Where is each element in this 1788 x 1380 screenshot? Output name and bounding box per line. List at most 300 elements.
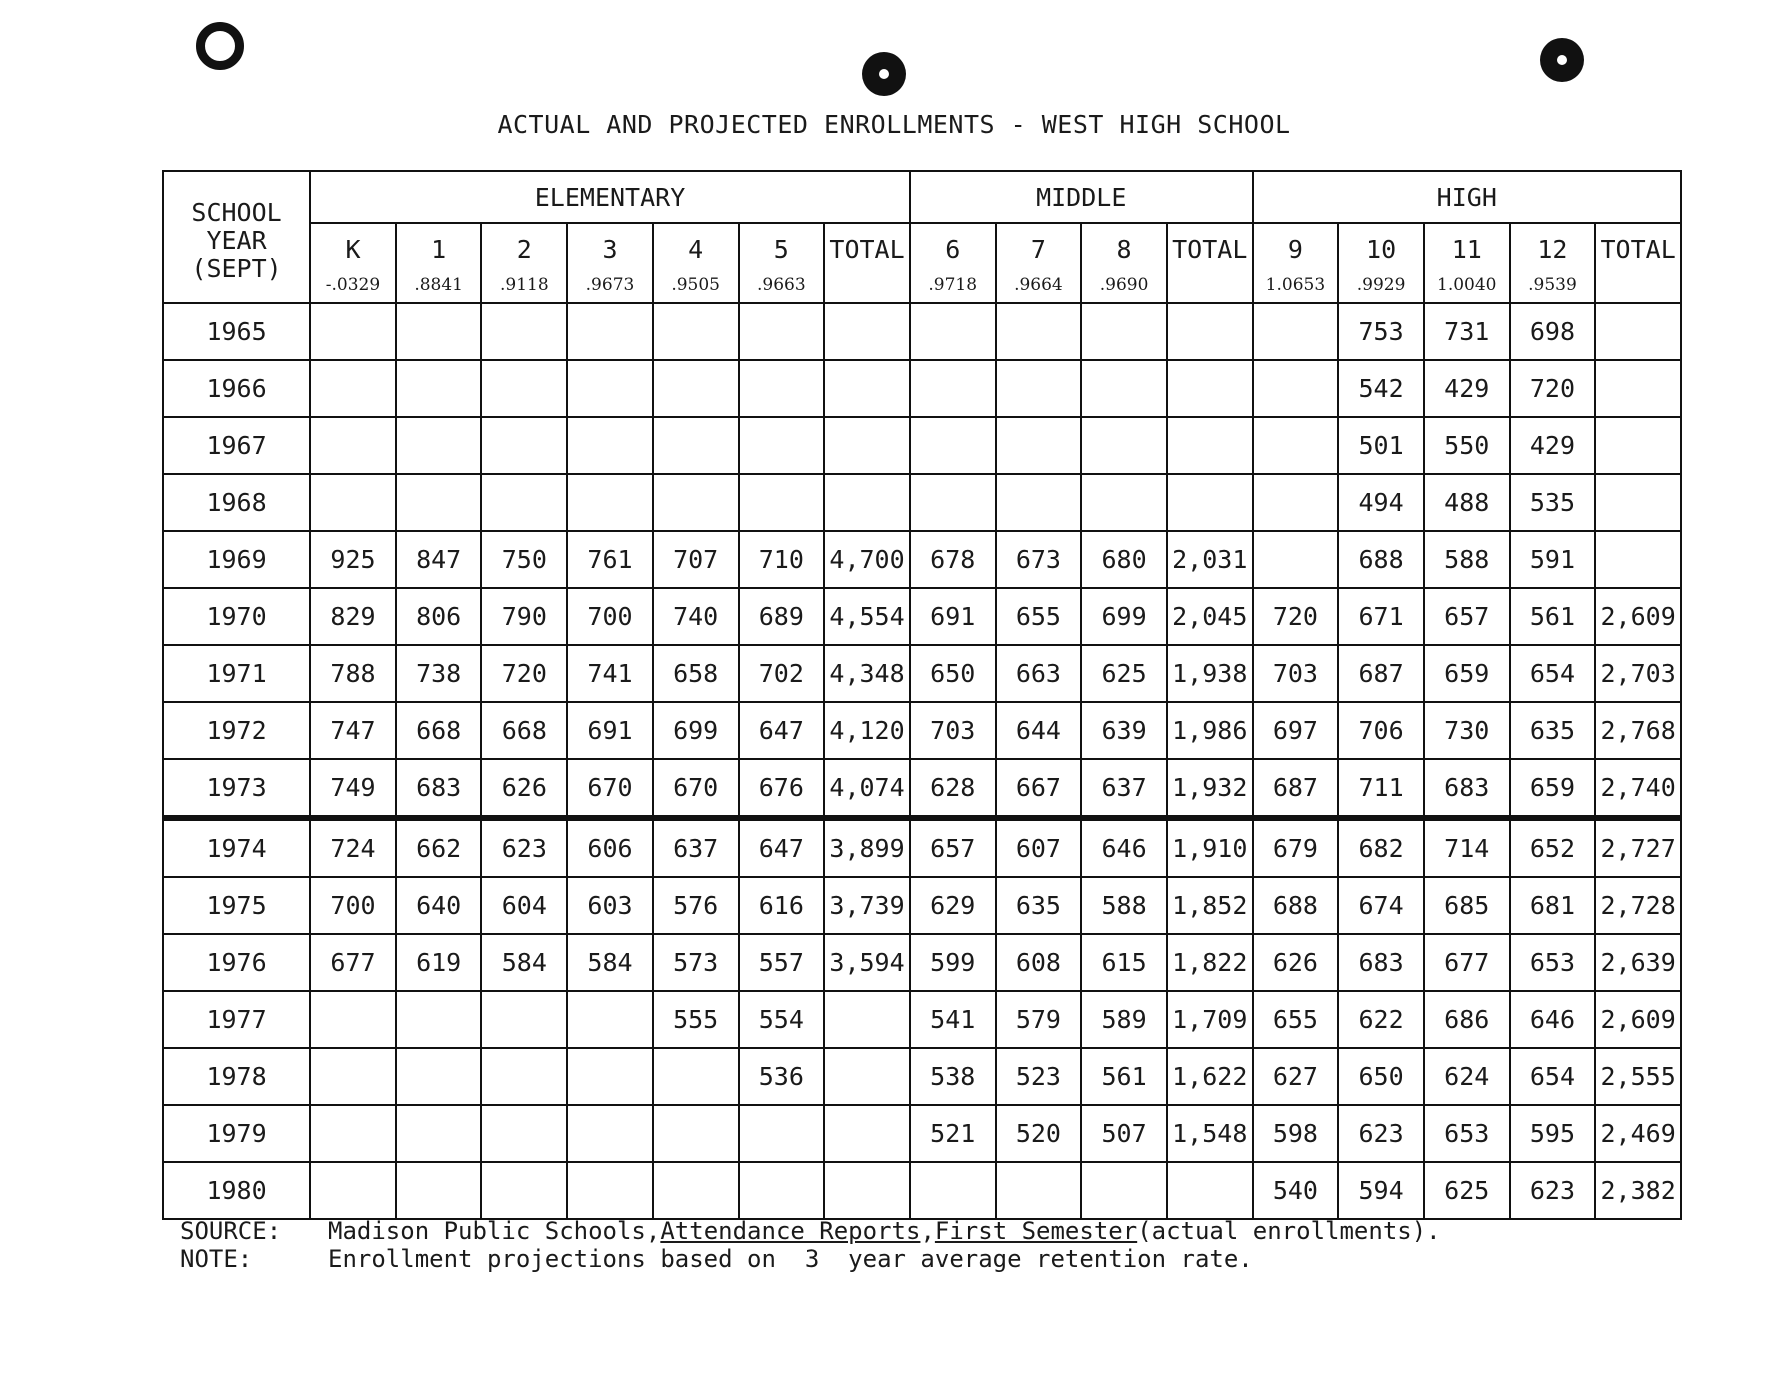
table-cell: 647 <box>739 702 825 759</box>
table-cell: 4,120 <box>824 702 910 759</box>
table-cell <box>481 417 567 474</box>
table-row <box>163 303 1681 360</box>
table-cell: 653 <box>1424 1105 1510 1162</box>
table-cell <box>910 1162 996 1219</box>
retention-ratio: .9690 <box>1081 268 1167 303</box>
retention-ratio: 1.0653 <box>1253 268 1339 303</box>
table-cell <box>996 303 1082 360</box>
table-cell <box>996 1162 1082 1219</box>
table-cell: 655 <box>1253 991 1339 1048</box>
table-cell <box>653 417 739 474</box>
year-cell: 1980 <box>163 1162 310 1219</box>
column-header: 9 <box>1253 223 1339 268</box>
table-cell: 622 <box>1338 991 1424 1048</box>
table-cell <box>1253 531 1339 588</box>
table-cell: 658 <box>653 645 739 702</box>
table-cell: 4,074 <box>824 759 910 818</box>
note-text: Enrollment projections based on 3 year average retention rate. <box>328 1245 1253 1273</box>
table-cell <box>1081 474 1167 531</box>
table-cell <box>310 474 396 531</box>
table-cell: 673 <box>996 531 1082 588</box>
table-cell <box>481 474 567 531</box>
table-cell <box>1167 303 1253 360</box>
table-cell: 589 <box>1081 991 1167 1048</box>
table-cell: 707 <box>653 531 739 588</box>
table-cell: 700 <box>310 877 396 934</box>
table-cell: 703 <box>910 702 996 759</box>
table-cell <box>396 1048 482 1105</box>
table-cell: 3,594 <box>824 934 910 991</box>
table-cell: 603 <box>567 877 653 934</box>
table-cell: 623 <box>1510 1162 1596 1219</box>
retention-ratio: .9664 <box>996 268 1082 303</box>
table-cell: 659 <box>1424 645 1510 702</box>
table-cell: 2,728 <box>1595 877 1681 934</box>
column-header: 7 <box>996 223 1082 268</box>
column-header: 10 <box>1338 223 1424 268</box>
retention-ratio <box>1167 268 1253 303</box>
table-cell: 2,382 <box>1595 1162 1681 1219</box>
table-cell: 557 <box>739 934 825 991</box>
table-cell: 2,703 <box>1595 645 1681 702</box>
table-cell: 788 <box>310 645 396 702</box>
table-cell: 624 <box>1424 1048 1510 1105</box>
table-cell: 561 <box>1510 588 1596 645</box>
retention-ratio: .9118 <box>481 268 567 303</box>
table-cell <box>567 991 653 1048</box>
table-cell: 595 <box>1510 1105 1596 1162</box>
column-header: 4 <box>653 223 739 268</box>
table-cell: 625 <box>1081 645 1167 702</box>
table-cell <box>310 360 396 417</box>
table-cell <box>910 474 996 531</box>
table-cell: 584 <box>567 934 653 991</box>
table-cell: 683 <box>1424 759 1510 818</box>
table-cell: 747 <box>310 702 396 759</box>
table-cell: 662 <box>396 818 482 877</box>
table-cell: 668 <box>396 702 482 759</box>
school-year-header: SCHOOL YEAR (SEPT) <box>163 171 310 303</box>
table-cell: 494 <box>1338 474 1424 531</box>
table-row <box>163 360 1681 417</box>
table-cell: 501 <box>1338 417 1424 474</box>
table-cell: 698 <box>1510 303 1596 360</box>
table-cell: 680 <box>1081 531 1167 588</box>
table-cell <box>1167 417 1253 474</box>
table-cell <box>567 1162 653 1219</box>
table-cell: 683 <box>1338 934 1424 991</box>
table-cell: 640 <box>396 877 482 934</box>
table-cell: 682 <box>1338 818 1424 877</box>
retention-ratio: .9929 <box>1338 268 1424 303</box>
table-cell: 720 <box>1510 360 1596 417</box>
table-cell <box>653 474 739 531</box>
table-cell <box>1595 360 1681 417</box>
table-cell: 591 <box>1510 531 1596 588</box>
retention-ratio: .9663 <box>739 268 825 303</box>
table-cell <box>1081 1162 1167 1219</box>
table-row <box>163 702 1681 759</box>
table-cell: 829 <box>310 588 396 645</box>
table-cell: 653 <box>1510 934 1596 991</box>
table-cell <box>824 417 910 474</box>
column-header: 6 <box>910 223 996 268</box>
table-cell <box>739 360 825 417</box>
table-cell: 584 <box>481 934 567 991</box>
table-cell: 536 <box>739 1048 825 1105</box>
table-cell <box>1595 417 1681 474</box>
table-cell <box>653 1048 739 1105</box>
table-cell: 554 <box>739 991 825 1048</box>
table-cell: 657 <box>910 818 996 877</box>
table-cell: 627 <box>1253 1048 1339 1105</box>
binder-hole-right <box>1540 38 1584 82</box>
table-cell: 2,469 <box>1595 1105 1681 1162</box>
table-cell <box>1081 360 1167 417</box>
table-cell: 679 <box>1253 818 1339 877</box>
table-cell <box>824 1105 910 1162</box>
table-cell: 689 <box>739 588 825 645</box>
table-cell: 550 <box>1424 417 1510 474</box>
enrollment-table <box>162 170 1682 1220</box>
table-cell <box>824 1162 910 1219</box>
table-cell: 714 <box>1424 818 1510 877</box>
year-cell: 1966 <box>163 360 310 417</box>
table-cell: 681 <box>1510 877 1596 934</box>
retention-ratio <box>824 268 910 303</box>
table-row <box>163 1048 1681 1105</box>
table-cell <box>310 1048 396 1105</box>
table-cell <box>310 303 396 360</box>
table-cell: 615 <box>1081 934 1167 991</box>
column-header: 12 <box>1510 223 1596 268</box>
table-cell: 650 <box>1338 1048 1424 1105</box>
table-cell: 711 <box>1338 759 1424 818</box>
table-cell: 541 <box>910 991 996 1048</box>
table-cell: 619 <box>396 934 482 991</box>
table-cell: 429 <box>1510 417 1596 474</box>
table-cell: 2,555 <box>1595 1048 1681 1105</box>
table-cell <box>653 303 739 360</box>
table-cell <box>310 417 396 474</box>
table-cell: 646 <box>1510 991 1596 1048</box>
year-cell: 1974 <box>163 818 310 877</box>
table-cell: 579 <box>996 991 1082 1048</box>
table-cell: 670 <box>567 759 653 818</box>
table-cell <box>310 1162 396 1219</box>
table-cell: 2,768 <box>1595 702 1681 759</box>
table-cell: 561 <box>1081 1048 1167 1105</box>
table-cell: 667 <box>996 759 1082 818</box>
table-cell: 730 <box>1424 702 1510 759</box>
table-cell: 703 <box>1253 645 1339 702</box>
table-cell <box>396 417 482 474</box>
table-cell: 588 <box>1081 877 1167 934</box>
year-cell: 1979 <box>163 1105 310 1162</box>
retention-ratio <box>1595 268 1681 303</box>
table-row <box>163 417 1681 474</box>
table-cell: 1,622 <box>1167 1048 1253 1105</box>
table-cell <box>567 1105 653 1162</box>
table-cell <box>567 1048 653 1105</box>
table-cell: 542 <box>1338 360 1424 417</box>
table-cell: 616 <box>739 877 825 934</box>
table-cell: 697 <box>1253 702 1339 759</box>
binder-hole-center <box>862 52 906 96</box>
table-cell: 2,609 <box>1595 991 1681 1048</box>
retention-ratio: .9539 <box>1510 268 1596 303</box>
table-cell: 623 <box>481 818 567 877</box>
table-cell: 3,899 <box>824 818 910 877</box>
binder-hole-left <box>196 22 244 70</box>
table-cell: 691 <box>910 588 996 645</box>
table-cell: 749 <box>310 759 396 818</box>
table-cell: 635 <box>1510 702 1596 759</box>
table-cell: 2,740 <box>1595 759 1681 818</box>
table-cell <box>396 1162 482 1219</box>
table-cell: 650 <box>910 645 996 702</box>
table-cell <box>653 1105 739 1162</box>
table-cell <box>481 303 567 360</box>
table-cell: 710 <box>739 531 825 588</box>
table-cell <box>1167 360 1253 417</box>
table-cell <box>739 417 825 474</box>
table-cell <box>1253 360 1339 417</box>
table-cell: 676 <box>739 759 825 818</box>
table-cell <box>1253 417 1339 474</box>
table-cell: 678 <box>910 531 996 588</box>
table-cell: 687 <box>1253 759 1339 818</box>
table-cell <box>567 474 653 531</box>
table-cell <box>996 360 1082 417</box>
table-cell: 629 <box>910 877 996 934</box>
retention-ratio: .8841 <box>396 268 482 303</box>
table-cell <box>824 1048 910 1105</box>
page-title: ACTUAL AND PROJECTED ENROLLMENTS - WEST HIGH SCHOOL <box>497 110 1291 139</box>
table-cell: 646 <box>1081 818 1167 877</box>
table-cell: 731 <box>1424 303 1510 360</box>
table-cell <box>396 991 482 1048</box>
table-cell <box>567 417 653 474</box>
table-cell <box>1253 303 1339 360</box>
table-cell <box>653 1162 739 1219</box>
table-cell: 686 <box>1424 991 1510 1048</box>
table-cell <box>824 360 910 417</box>
retention-ratio: .9673 <box>567 268 653 303</box>
table-cell <box>653 360 739 417</box>
year-cell: 1970 <box>163 588 310 645</box>
table-cell <box>739 303 825 360</box>
year-cell: 1976 <box>163 934 310 991</box>
table-cell: 540 <box>1253 1162 1339 1219</box>
table-cell: 702 <box>739 645 825 702</box>
table-cell <box>1081 303 1167 360</box>
table-cell <box>1595 474 1681 531</box>
table-cell: 1,932 <box>1167 759 1253 818</box>
column-header: TOTAL <box>1167 223 1253 268</box>
table-row <box>163 1162 1681 1219</box>
table-cell <box>567 303 653 360</box>
table-cell: 659 <box>1510 759 1596 818</box>
table-cell: 594 <box>1338 1162 1424 1219</box>
retention-ratio: .9718 <box>910 268 996 303</box>
table-cell: 753 <box>1338 303 1424 360</box>
table-cell: 429 <box>1424 360 1510 417</box>
table-cell: 761 <box>567 531 653 588</box>
table-cell: 668 <box>481 702 567 759</box>
table-cell: 670 <box>653 759 739 818</box>
source-text: Madison Public Schools,Attendance Reports,First Semester(actual enrollments). <box>328 1217 1441 1245</box>
table-cell: 687 <box>1338 645 1424 702</box>
table-row <box>163 474 1681 531</box>
table-cell: 488 <box>1424 474 1510 531</box>
table-cell <box>1595 531 1681 588</box>
column-header: TOTAL <box>1595 223 1681 268</box>
table-cell: 674 <box>1338 877 1424 934</box>
retention-ratio: -.0329 <box>310 268 396 303</box>
year-cell: 1969 <box>163 531 310 588</box>
table-cell: 1,822 <box>1167 934 1253 991</box>
table-cell <box>910 303 996 360</box>
table-cell <box>567 360 653 417</box>
table-row <box>163 934 1681 991</box>
table-cell: 806 <box>396 588 482 645</box>
column-header: 3 <box>567 223 653 268</box>
column-header: 2 <box>481 223 567 268</box>
table-cell: 925 <box>310 531 396 588</box>
table-cell: 724 <box>310 818 396 877</box>
year-cell: 1971 <box>163 645 310 702</box>
table-cell: 2,639 <box>1595 934 1681 991</box>
table-cell: 671 <box>1338 588 1424 645</box>
table-cell: 2,609 <box>1595 588 1681 645</box>
table-cell <box>481 1048 567 1105</box>
table-cell: 1,986 <box>1167 702 1253 759</box>
table-cell: 699 <box>1081 588 1167 645</box>
table-cell <box>996 474 1082 531</box>
table-cell <box>481 1105 567 1162</box>
table-cell: 677 <box>310 934 396 991</box>
table-cell <box>396 303 482 360</box>
column-header: 1 <box>396 223 482 268</box>
table-cell: 738 <box>396 645 482 702</box>
table-row <box>163 645 1681 702</box>
table-cell <box>910 360 996 417</box>
year-cell: 1967 <box>163 417 310 474</box>
table-cell <box>1595 303 1681 360</box>
group-header-high: HIGH <box>1253 171 1681 223</box>
table-cell: 654 <box>1510 645 1596 702</box>
table-cell: 740 <box>653 588 739 645</box>
footer-note <box>180 1245 1253 1273</box>
group-header-middle: MIDDLE <box>910 171 1253 223</box>
table-row <box>163 991 1681 1048</box>
table-cell: 599 <box>910 934 996 991</box>
column-header: TOTAL <box>824 223 910 268</box>
table-cell: 606 <box>567 818 653 877</box>
table-cell: 691 <box>567 702 653 759</box>
table-cell <box>996 417 1082 474</box>
table-cell: 2,031 <box>1167 531 1253 588</box>
table-cell: 520 <box>996 1105 1082 1162</box>
table-cell <box>824 991 910 1048</box>
table-cell: 683 <box>396 759 482 818</box>
table-cell: 598 <box>1253 1105 1339 1162</box>
table-cell: 626 <box>481 759 567 818</box>
table-cell: 647 <box>739 818 825 877</box>
table-cell: 521 <box>910 1105 996 1162</box>
table-cell: 588 <box>1424 531 1510 588</box>
table-cell: 720 <box>1253 588 1339 645</box>
table-cell: 637 <box>653 818 739 877</box>
table-cell: 4,348 <box>824 645 910 702</box>
table-cell: 706 <box>1338 702 1424 759</box>
table-cell: 623 <box>1338 1105 1424 1162</box>
footer-source <box>180 1217 1441 1245</box>
table-cell: 637 <box>1081 759 1167 818</box>
table-cell <box>481 1162 567 1219</box>
note-label: NOTE: <box>180 1245 253 1273</box>
table-cell: 573 <box>653 934 739 991</box>
retention-ratio: .9505 <box>653 268 739 303</box>
table-cell: 523 <box>996 1048 1082 1105</box>
table-cell <box>739 474 825 531</box>
table-cell: 639 <box>1081 702 1167 759</box>
table-cell: 700 <box>567 588 653 645</box>
year-cell: 1977 <box>163 991 310 1048</box>
table-row <box>163 877 1681 934</box>
table-cell: 628 <box>910 759 996 818</box>
table-cell: 1,938 <box>1167 645 1253 702</box>
table-cell: 2,727 <box>1595 818 1681 877</box>
retention-ratio: 1.0040 <box>1424 268 1510 303</box>
table-cell <box>910 417 996 474</box>
table-cell <box>739 1105 825 1162</box>
column-header: 11 <box>1424 223 1510 268</box>
table-cell <box>481 991 567 1048</box>
table-row <box>163 1105 1681 1162</box>
column-header: 8 <box>1081 223 1167 268</box>
table-cell <box>824 303 910 360</box>
table-cell: 635 <box>996 877 1082 934</box>
table-cell <box>824 474 910 531</box>
year-cell: 1972 <box>163 702 310 759</box>
table-cell: 626 <box>1253 934 1339 991</box>
table-cell: 654 <box>1510 1048 1596 1105</box>
table-cell: 608 <box>996 934 1082 991</box>
table-cell <box>1081 417 1167 474</box>
group-header-elementary: ELEMENTARY <box>310 171 910 223</box>
table-cell: 604 <box>481 877 567 934</box>
table-cell: 625 <box>1424 1162 1510 1219</box>
column-header: K <box>310 223 396 268</box>
table-cell: 699 <box>653 702 739 759</box>
table-cell: 663 <box>996 645 1082 702</box>
year-cell: 1978 <box>163 1048 310 1105</box>
table-cell: 507 <box>1081 1105 1167 1162</box>
table-cell <box>310 991 396 1048</box>
source-label: SOURCE: <box>180 1217 282 1245</box>
table-cell <box>1167 474 1253 531</box>
table-cell: 688 <box>1253 877 1339 934</box>
table-cell <box>396 1105 482 1162</box>
table-cell: 555 <box>653 991 739 1048</box>
table-cell: 790 <box>481 588 567 645</box>
table-cell: 3,739 <box>824 877 910 934</box>
table-cell: 644 <box>996 702 1082 759</box>
table-cell: 720 <box>481 645 567 702</box>
table-cell: 677 <box>1424 934 1510 991</box>
